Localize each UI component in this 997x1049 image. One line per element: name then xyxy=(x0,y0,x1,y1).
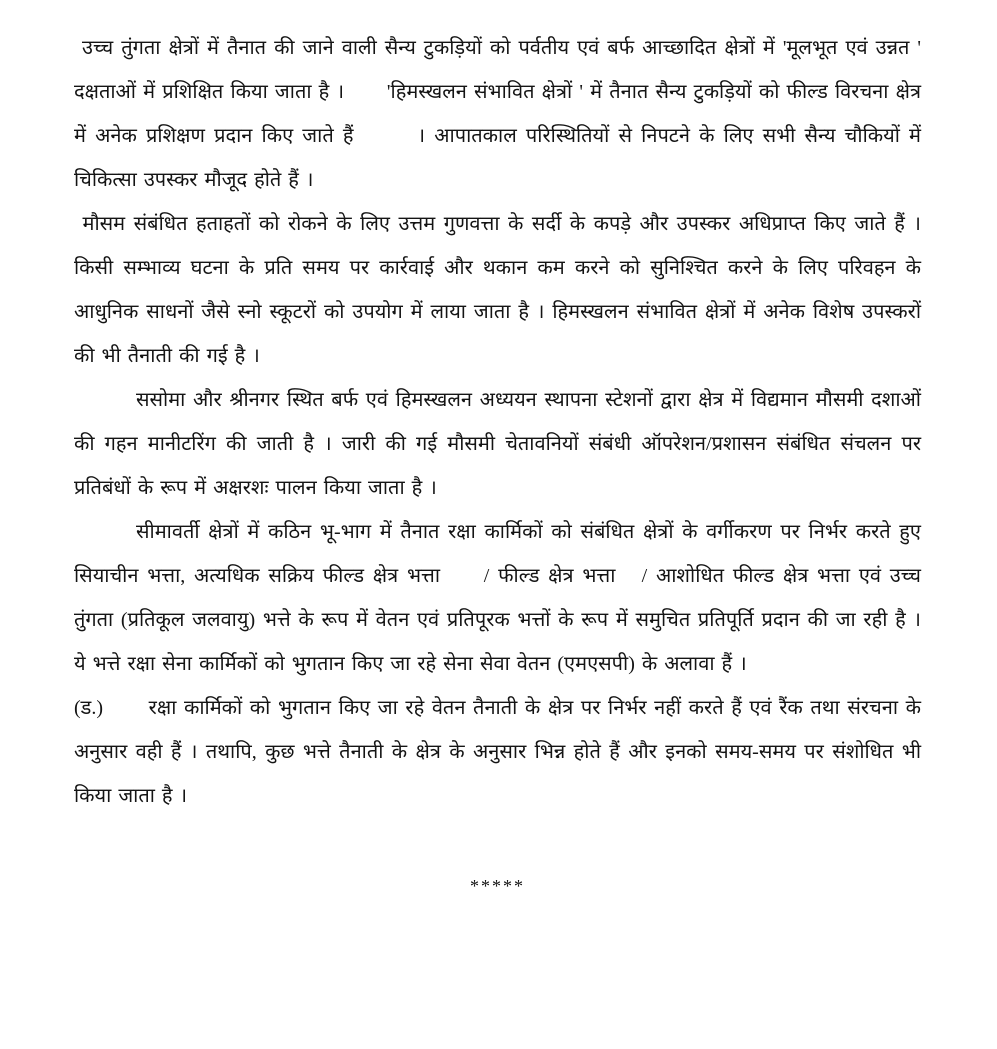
paragraph-weather-equipment: मौसम संबंधित हताहतों को रोकने के लिए उत्तम गुणवत्ता के सर्दी के कपड़े और उपस्कर अधिप्राप्त किए जाते हैं । किसी सम्भाव्य घटना के प्रति समय पर कार्रवाई और थकान कम करने को सुनिश्चित करने के लिए परिवहन के आधुनिक साधनों जैसे स्नो स्कूटरों को उपयोग में लाया जाता है । हिमस्खलन संभावित क्षेत्रों में अनेक विशेष उपस्करों की भी तैनाती की गई है । xyxy=(74,213,929,367)
document-body xyxy=(74,26,929,818)
paragraph-point-e: (ड.) रक्षा कार्मिकों को भुगतान किए जा रहे वेतन तैनाती के क्षेत्र पर निर्भर नहीं करते हैं एवं रैंक तथा संरचना के अनुसार वही हैं । तथापि, कुछ भत्ते तैनाती के क्षेत्र के अनुसार भिन्न होते हैं और इनको समय-समय पर संशोधित भी किया जाता है । xyxy=(74,697,928,807)
paragraph-monitoring: ससोमा और श्रीनगर स्थित बर्फ एवं हिमस्खलन अध्ययन स्थापना स्टेशनों द्वारा क्षेत्र में विद्यमान मौसमी दशाओं की गहन मानीटरिंग की जाती है । जारी की गई मौसमी चेतावनियों संबंधी ऑपरेशन/प्रशासन संबंधित संचलन पर प्रतिबंधों के रूप में अक्षरशः पालन किया जाता है । xyxy=(74,389,928,499)
page-footer-stars: ***** xyxy=(470,876,525,896)
paragraph-training: उच्च तुंगता क्षेत्रों में तैनात की जाने वाली सैन्य टुकड़ियों को पर्वतीय एवं बर्फ आच्छादित क्षेत्रों में 'मूलभूत एवं उन्नत ' दक्षताओं में प्रशिक्षित किया जाता है । 'हिमस्खलन संभावित क्षेत्रों ' में तैनात सैन्य टुकड़ियों को फील्ड विरचना क्षेत्र में अनेक प्रशिक्षण प्रदान किए जाते हैं । आपातकाल परिस्थितियों से निपटने के लिए सभी सैन्य चौकियों में चिकित्सा उपस्कर मौजूद होते हैं । xyxy=(74,37,929,191)
paragraph-allowances: सीमावर्ती क्षेत्रों में कठिन भू-भाग में तैनात रक्षा कार्मिकों को संबंधित क्षेत्रों के वर्गीकरण पर निर्भर करते हुए सियाचीन भत्ता, अत्यधिक सक्रिय फील्ड क्षेत्र भत्ता / फील्ड क्षेत्र भत्ता / आशोधित फील्ड क्षेत्र भत्ता एवं उच्च तुंगता (प्रतिकूल जलवायु) भत्ते के रूप में वेतन एवं प्रतिपूरक भत्तों के रूप में समुचित प्रतिपूर्ति प्रदान की जा रही है । ये भत्ते रक्षा सेना कार्मिकों को भुगतान किए जा रहे सेना सेवा वेतन (एमएसपी) के अलावा हैं । xyxy=(74,521,928,675)
